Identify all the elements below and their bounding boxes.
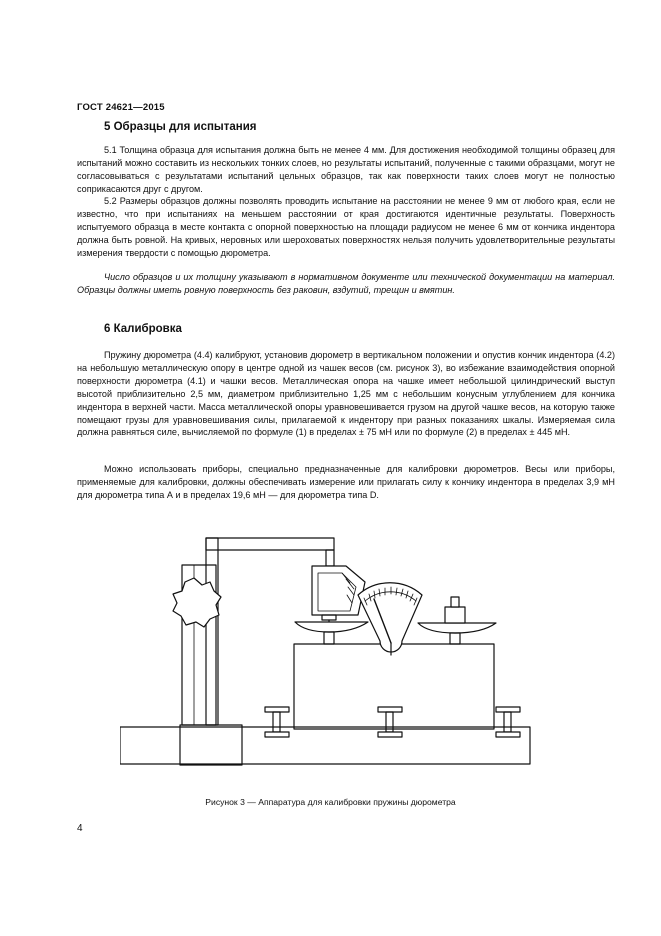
indenter-foot xyxy=(322,615,336,620)
right-pan-stem xyxy=(450,633,460,644)
paragraph-6-1: Пружину дюрометра (4.4) калибруют, установив дюрометр в вертикальном положении и опустив кончик индентора (4.2) на небольшую металлическую опору в центре одной из чашек весов (см. рисунок 3), во избежание взаимодействия опорной поверхности дюрометра (4.1) и чашки весов. Металлическая опора на чашке имеет небольшой цилиндрический выступ высотой приблизительно 2,5 мм, диаметром приблизительно 1,25 мм с небольшим конусным углублением для кончика индентора в верхней части. Масса металлической опоры уравновешивается грузом на другой чашке весов, на которую также помещают грузы для уравновешивания силы, прилагаемой к индентору при разных показаниях шкалы. Измеряемая сила должна равняться силе, вычисляемой по формуле (1) в пределах ± 75 мН или по формуле (2) в пределах ± 445 мН. xyxy=(77,350,615,438)
stand-block xyxy=(180,725,242,765)
section-5-heading: 5 Образцы для испытания xyxy=(104,121,257,133)
base-plate xyxy=(120,727,530,764)
calibration-apparatus-figure xyxy=(120,535,540,775)
paragraph-5-2: 5.2 Размеры образцов должны позволять проводить испытание на расстоянии не менее 9 мм от любого края, если не известно, что при испытаниях на меньшем расстоянии от края достигаются идентичные результаты. Поверхность испытуемого образца в месте контакта с опорной поверхностью на площади радиусом не менее 6 мм от кончика индентора должна быть ровной. На кривых, неровных или шероховатых поверхностях нельзя получить удовлетворительные результаты измерения твердости с помощью дюрометра. xyxy=(77,196,615,258)
note-paragraph: Число образцов и их толщину указывают в нормативном документе или технической документации на материал. Образцы должны иметь ровную поверхность без раковин, вздутий, трещин и вмятин. xyxy=(77,272,615,295)
arm-drop xyxy=(326,550,334,566)
right-pan xyxy=(418,623,496,633)
paragraph-6-2: Можно использовать приборы, специально предназначенные для калибровки дюрометров. Весы или приборы, применяемые для калибровки, должны обеспечивать измерение или прилагать силу к кончику индентора в пределах 3,9 мН для дюрометра типа А и в пределах 19,6 мН — для дюрометра типа D. xyxy=(77,464,615,500)
document-id: ГОСТ 24621—2015 xyxy=(77,102,165,113)
horizontal-arm xyxy=(206,538,334,550)
calibration-weight xyxy=(445,607,465,623)
page-number: 4 xyxy=(77,823,83,834)
adjustment-knob xyxy=(173,578,221,627)
leveling-feet xyxy=(265,707,520,737)
section-6-heading: 6 Калибровка xyxy=(104,323,182,335)
paragraph-5-1: 5.1 Толщина образца для испытания должна быть не менее 4 мм. Для достижения необходимой толщины образец для испытаний можно составить из нескольких тонких слоев, но результаты испытаний, полученные с такими образцами, могут не согласовываться с результатами испытаний цельных образцов, так как поверхности таких слоев могут не полностью соприкасаются друг с другом. xyxy=(77,145,615,194)
scale-body xyxy=(294,644,494,729)
apparatus-drawing xyxy=(120,535,540,770)
figure-caption: Рисунок 3 — Аппаратура для калибровки пружины дюрометра xyxy=(205,797,456,807)
left-pan xyxy=(295,622,368,632)
left-pan-stem xyxy=(324,632,334,644)
